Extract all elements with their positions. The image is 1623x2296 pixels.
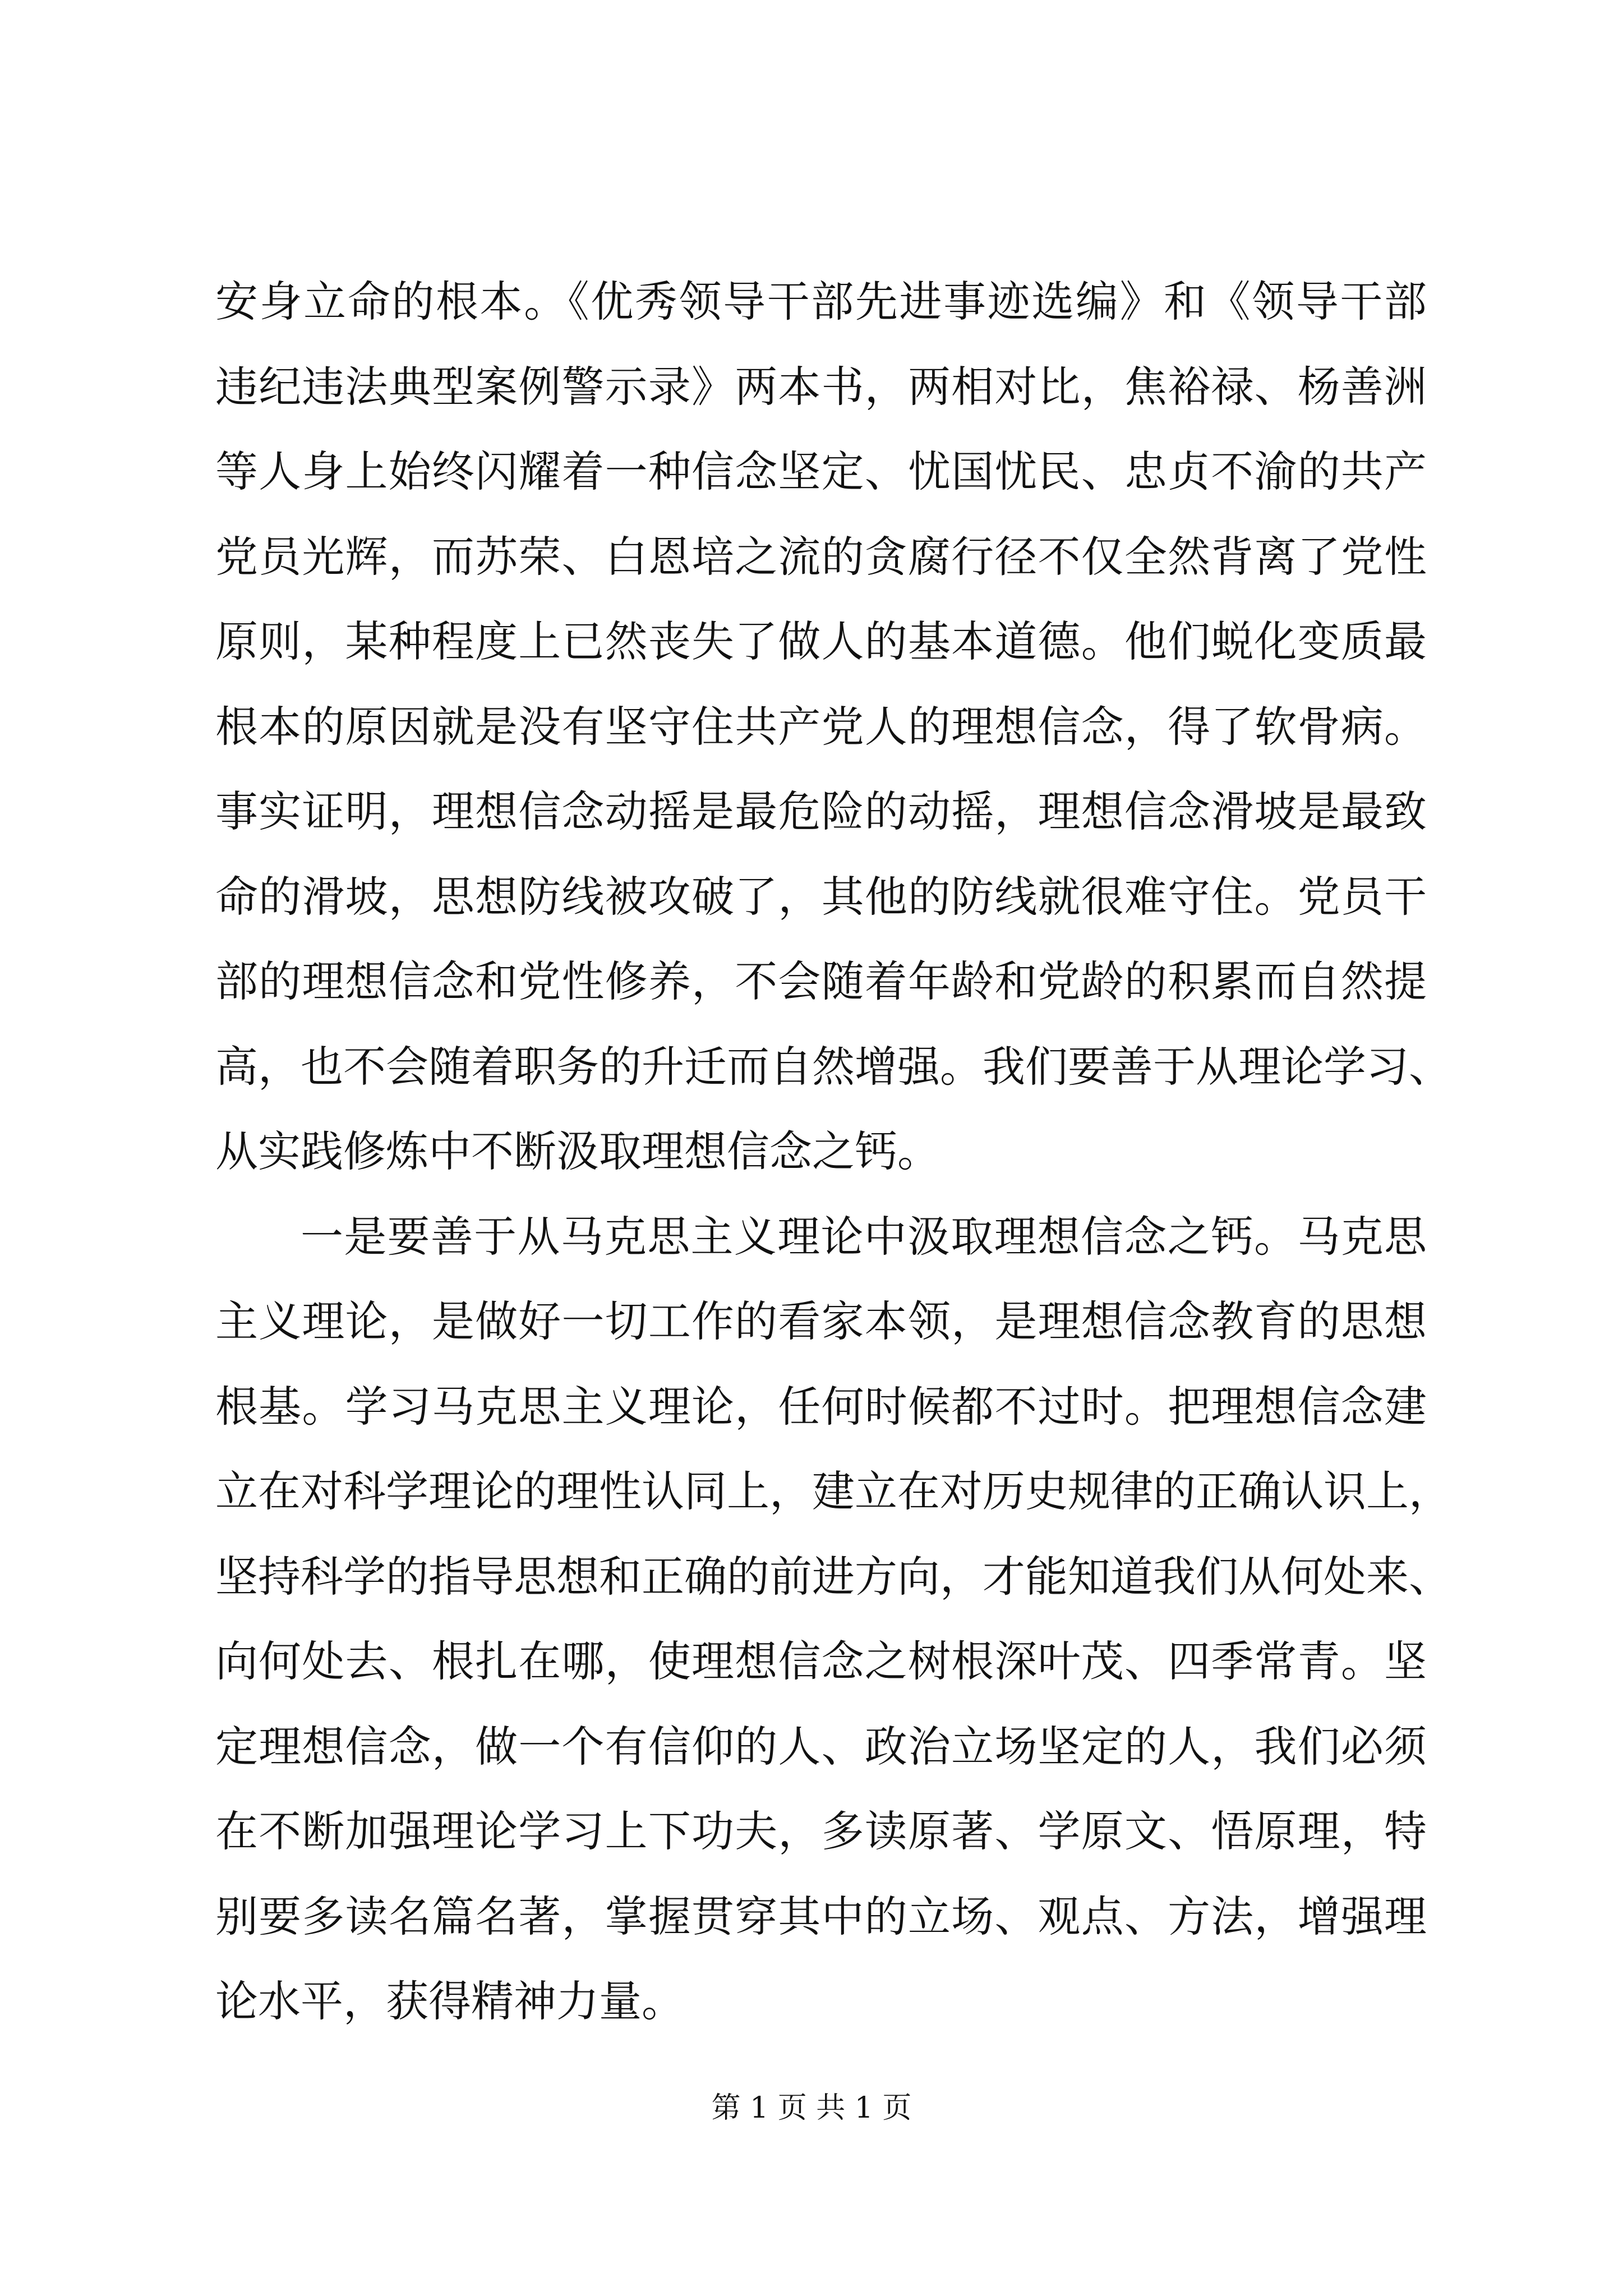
text-line: 在不断加强理论学习上下功夫，多读原著、学原文、悟原理，特 [215, 1806, 1427, 1856]
text-line: 部的理想信念和党性修养，不会随着年龄和党龄的积累而自然提 [215, 956, 1427, 1006]
text-line: 向何处去、根扎在哪，使理想信念之树根深叶茂、四季常青。坚 [215, 1636, 1427, 1686]
text-line: 安身立命的根本。《优秀领导干部先进事迹选编》和《领导干部 [215, 277, 1427, 326]
text-line: 一是要善于从马克思主义理论中汲取理想信念之钙。马克思 [301, 1211, 1427, 1262]
text-line: 事实证明，理想信念动摇是最危险的动摇，理想信念滑坡是最致 [215, 786, 1427, 836]
body-text [215, 259, 1451, 2044]
text-line: 命的滑坡，思想防线被攻破了，其他的防线就很难守住。党员干 [215, 871, 1427, 922]
text-line: 立在对科学理论的理性认同上，建立在对历史规律的正确认识上， [215, 1466, 1451, 1516]
page-footer: 第 1 页 共 1 页 [711, 2091, 912, 2125]
paragraph-1 [215, 259, 1451, 1194]
text-line: 等人身上始终闪耀着一种信念坚定、忧国忧民、忠贞不渝的共产 [215, 447, 1427, 496]
paragraph-2 [215, 1194, 1451, 2044]
text-line: 高，也不会随着职务的升迁而自然增强。我们要善于从理论学习、 [215, 1041, 1451, 1092]
text-line: 别要多读名篇名著，掌握贯穿其中的立场、观点、方法，增强理 [215, 1891, 1427, 1941]
text-line: 坚持科学的指导思想和正确的前进方向，才能知道我们从何处来、 [215, 1551, 1451, 1602]
text-line: 党员光辉，而苏荣、白恩培之流的贪腐行径不仅全然背离了党性 [215, 531, 1427, 582]
text-line: 定理想信念，做一个有信仰的人、政治立场坚定的人，我们必须 [215, 1721, 1427, 1772]
text-line: 根本的原因就是没有坚守住共产党人的理想信念，得了软骨病。 [215, 701, 1427, 752]
text-line: 论水平，获得精神力量。 [215, 1976, 684, 2026]
text-line: 根基。学习马克思主义理论，任何时候都不过时。把理想信念建 [215, 1381, 1427, 1432]
text-line: 主义理论，是做好一切工作的看家本领，是理想信念教育的思想 [215, 1296, 1427, 1346]
text-line: 违纪违法典型案例警示录》两本书，两相对比，焦裕禄、杨善洲 [215, 361, 1427, 412]
text-line: 从实践修炼中不断汲取理想信念之钙。 [215, 1126, 940, 1176]
text-line: 原则，某种程度上已然丧失了做人的基本道德。他们蜕化变质最 [215, 616, 1427, 666]
